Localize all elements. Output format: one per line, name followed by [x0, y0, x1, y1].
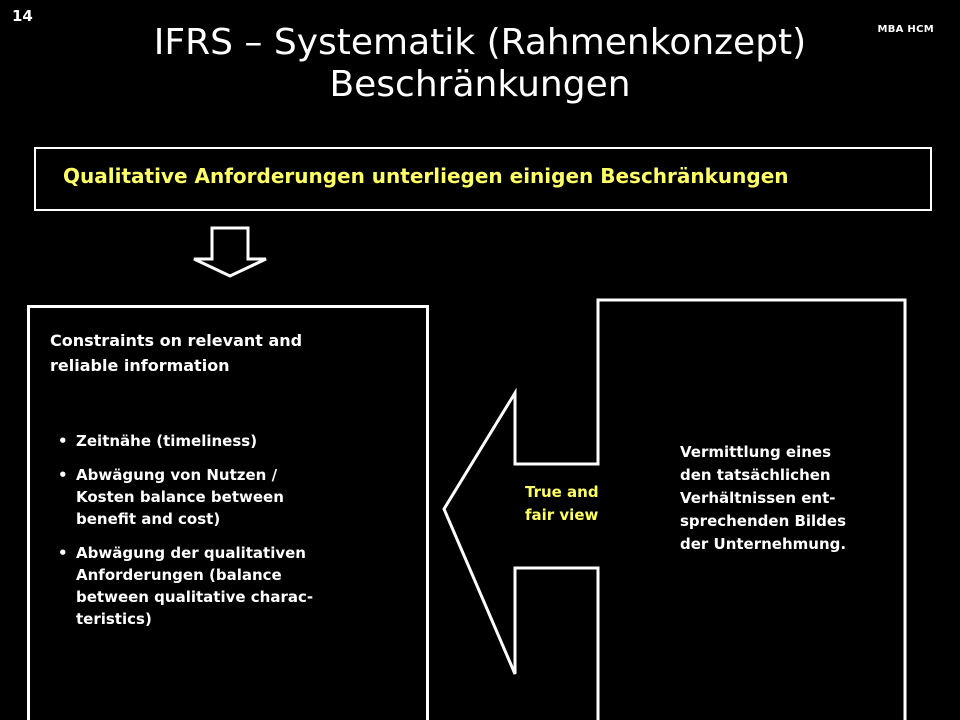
bullet-icon: •	[58, 432, 68, 450]
constraint-item-line: teristics)	[76, 610, 152, 628]
right-description-line: den tatsächlichen	[680, 466, 831, 484]
slide-title	[80, 22, 880, 106]
slide-number: 14	[12, 7, 33, 25]
down-arrow-icon	[190, 226, 270, 278]
constraint-item-qualitative-balance	[54, 542, 384, 630]
constraint-item-line: Anforderungen (balance	[76, 566, 282, 584]
constraint-item-line: Zeitnähe (timeliness)	[76, 432, 258, 450]
bullet-icon: •	[58, 466, 68, 484]
constraints-heading-line-1: Constraints on relevant and	[50, 331, 303, 350]
constraint-item-timeliness	[54, 430, 384, 452]
constraint-item-line: Abwägung der qualitativen	[76, 544, 306, 562]
constraints-heading-line-2: reliable information	[50, 356, 230, 375]
right-description-line: sprechenden Bildes	[680, 512, 847, 530]
banner-text: Qualitative Anforderungen unterliegen einigen Beschränkungen	[63, 164, 789, 188]
right-description-line: Verhältnissen ent-	[680, 489, 836, 507]
title-line-2: Beschränkungen	[329, 64, 631, 105]
constraint-item-line: Abwägung von Nutzen /	[76, 466, 278, 484]
right-description-line: Vermittlung eines	[680, 443, 832, 461]
constraints-box	[27, 305, 429, 720]
right-description-line: der Unternehmung.	[680, 535, 847, 553]
constraint-item-line: between qualitative charac-	[76, 588, 314, 606]
banner-box	[34, 147, 932, 211]
right-description	[680, 441, 895, 556]
true-fair-view-label	[525, 481, 635, 527]
constraint-item-line: benefit and cost)	[76, 510, 221, 528]
constraints-list	[54, 430, 384, 642]
true-fair-view-line-2: fair view	[525, 506, 599, 524]
true-fair-view-line-1: True and	[525, 483, 599, 501]
bullet-icon: •	[58, 544, 68, 562]
constraint-item-benefit-cost	[54, 464, 384, 530]
title-line-1: IFRS – Systematik (Rahmenkonzept)	[153, 22, 807, 63]
constraints-heading	[50, 328, 370, 378]
constraint-item-line: Kosten balance between	[76, 488, 284, 506]
brand-label: MBA HCM	[877, 24, 934, 35]
